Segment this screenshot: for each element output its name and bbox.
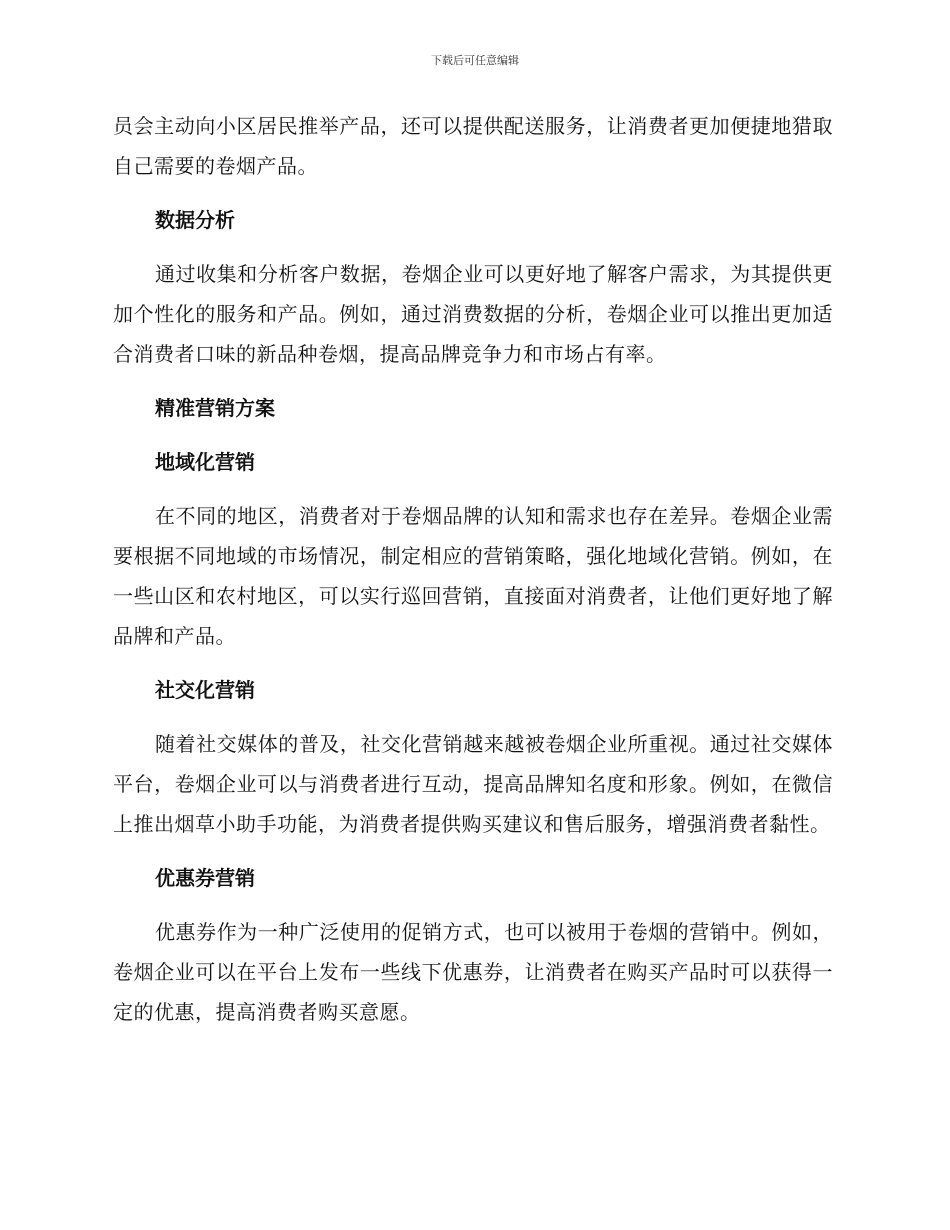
section-heading-social-marketing: 社交化营销 [155,678,255,702]
paragraph-regional-marketing: 在不同的地区，消费者对于卷烟品牌的认知和需求也存在差异。卷烟企业需要根据不同地域的市场情况，制定相应的营销策略，强化地域化营销。例如，在一些山区和农村地区，可以实行巡回营销，直接面对消费者，让他们更好地了解品牌和产品。 [113,504,833,648]
section-heading-regional-marketing: 地域化营销 [155,450,255,474]
page-header: 下载后可任意编辑 [431,54,519,67]
section-heading-data-analysis: 数据分析 [155,208,235,232]
paragraph-social-marketing: 随着社交媒体的普及，社交化营销越来越被卷烟企业所重视。通过社交媒体平台，卷烟企业可以与消费者进行互动，提高品牌知名度和形象。例如，在微信上推出烟草小助手功能，为消费者提供购买建议和售后服务，增强消费者黏性。 [113,732,833,836]
section-heading-precision-marketing: 精准营销方案 [155,396,275,420]
paragraph-continuation: 员会主动向小区居民推举产品，还可以提供配送服务，让消费者更加便捷地猎取自己需要的卷烟产品。 [113,114,833,178]
paragraph-data-analysis: 通过收集和分析客户数据，卷烟企业可以更好地了解客户需求，为其提供更加个性化的服务和产品。例如，通过消费数据的分析，卷烟企业可以推出更加适合消费者口味的新品种卷烟，提高品牌竞争力和市场占有率。 [113,262,833,366]
section-heading-coupon-marketing: 优惠券营销 [155,866,255,890]
document-body [113,106,833,1046]
paragraph-coupon-marketing: 优惠券作为一种广泛使用的促销方式，也可以被用于卷烟的营销中。例如，卷烟企业可以在平台上发布一些线下优惠券，让消费者在购买产品时可以获得一定的优惠，提高消费者购买意愿。 [113,920,833,1024]
